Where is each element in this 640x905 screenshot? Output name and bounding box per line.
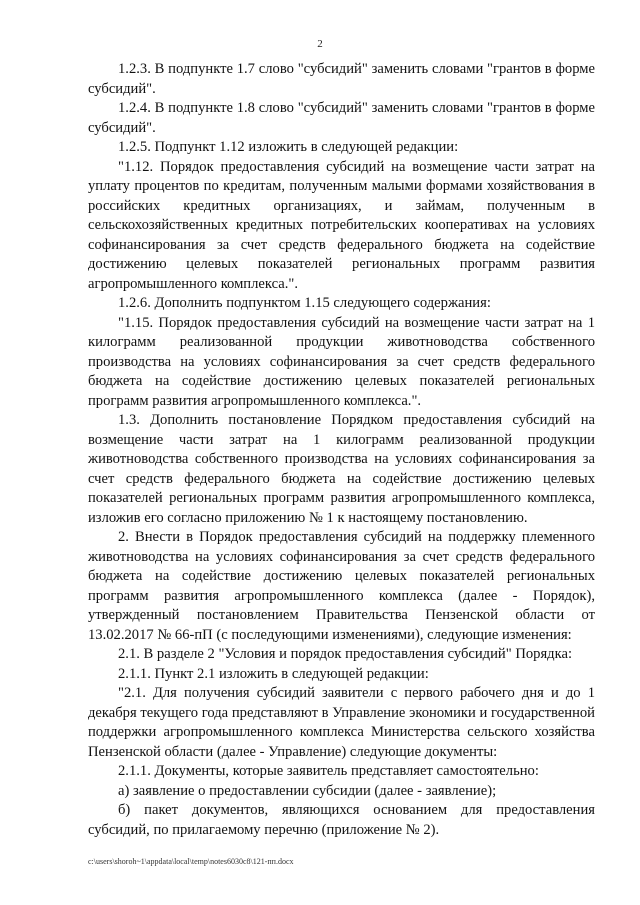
paragraph-1-2-3: 1.2.3. В подпункте 1.7 слово "субсидий" заменить словами "грантов в форме субсидий". (88, 61, 595, 97)
page-number: 2 (317, 38, 323, 50)
paragraph-1-3: 1.3. Дополнить постановление Порядком предоставления субсидий на возмещение части затрат на 1 килограмм реализованной продукции животноводства собственного производства на условиях софинансирования за счет средств федерального бюджета на содействие достижению целевых показателей региональных программ развития агропромышленного комплекса, изложив его согласно приложению № 1 к настоящему постановлению. (88, 412, 595, 526)
paragraph-item-b: б) пакет документов, являющихся основанием для предоставления субсидий, по прилагаемому перечню (приложение № 2). (88, 802, 595, 838)
paragraph-2: 2. Внести в Порядок предоставления субсидий на поддержку племенного животноводства на условиях софинансирования за счет средств федерального бюджета на содействие достижению целевых показателей региональных программ развития агропромышленного комплекса (далее - Порядок), утвержденный постановлением Правительства Пензенской области от 13.02.2017 № 66-пП (с последующими изменениями), следующие изменения: (88, 529, 595, 643)
paragraph-item-a: а) заявление о предоставлении субсидии (далее - заявление); (118, 782, 497, 799)
paragraph-1-2-5: 1.2.5. Подпункт 1.12 изложить в следующей редакции: (118, 139, 459, 155)
paragraph-2-1-1-docs: 2.1.1. Документы, которые заявитель представляет самостоятельно: (118, 763, 539, 779)
paragraph-1-12-text: "1.12. Порядок предоставления субсидий на возмещение части затрат на уплату процентов по кредитам, полученным малыми формами хозяйствования в российских кредитных организациях, и займам, полученным в сельскохозяйственных кредитных потребительских кооперативах на условиях софинансирования за счет средств федерального бюджета на содействие достижению целевых показателей региональных программ развития агропромышленного комплекса.". (88, 158, 595, 292)
document-body (88, 60, 595, 840)
paragraph-2-1-text: "2.1. Для получения субсидий заявители с первого рабочего дня и до 1 декабря текущего года представляют в Управление экономики и государственной поддержки агропромышленного комплекса Министерства сельского хозяйства Пензенской области (далее - Управление) следующие документы: (88, 685, 595, 760)
paragraph-1-2-4: 1.2.4. В подпункте 1.8 слово "субсидий" заменить словами "грантов в форме субсидий". (88, 100, 595, 136)
paragraph-2-1: 2.1. В разделе 2 "Условия и порядок предоставления субсидий" Порядка: (118, 646, 572, 662)
file-path-footer: c:\users\shoroh~1\appdata\local\temp\notes6030c8\121-пп.docx (88, 857, 294, 866)
paragraph-1-15-text: "1.15. Порядок предоставления субсидий на возмещение части затрат на 1 килограмм реализованной продукции животноводства собственного производства на условиях софинансирования за счет средств федерального бюджета на содействие достижению целевых показателей региональных программ развития агропромышленного комплекса.". (88, 314, 595, 409)
paragraph-1-2-6: 1.2.6. Дополнить подпунктом 1.15 следующего содержания: (118, 295, 491, 311)
paragraph-2-1-1-intro: 2.1.1. Пункт 2.1 изложить в следующей редакции: (118, 665, 429, 682)
